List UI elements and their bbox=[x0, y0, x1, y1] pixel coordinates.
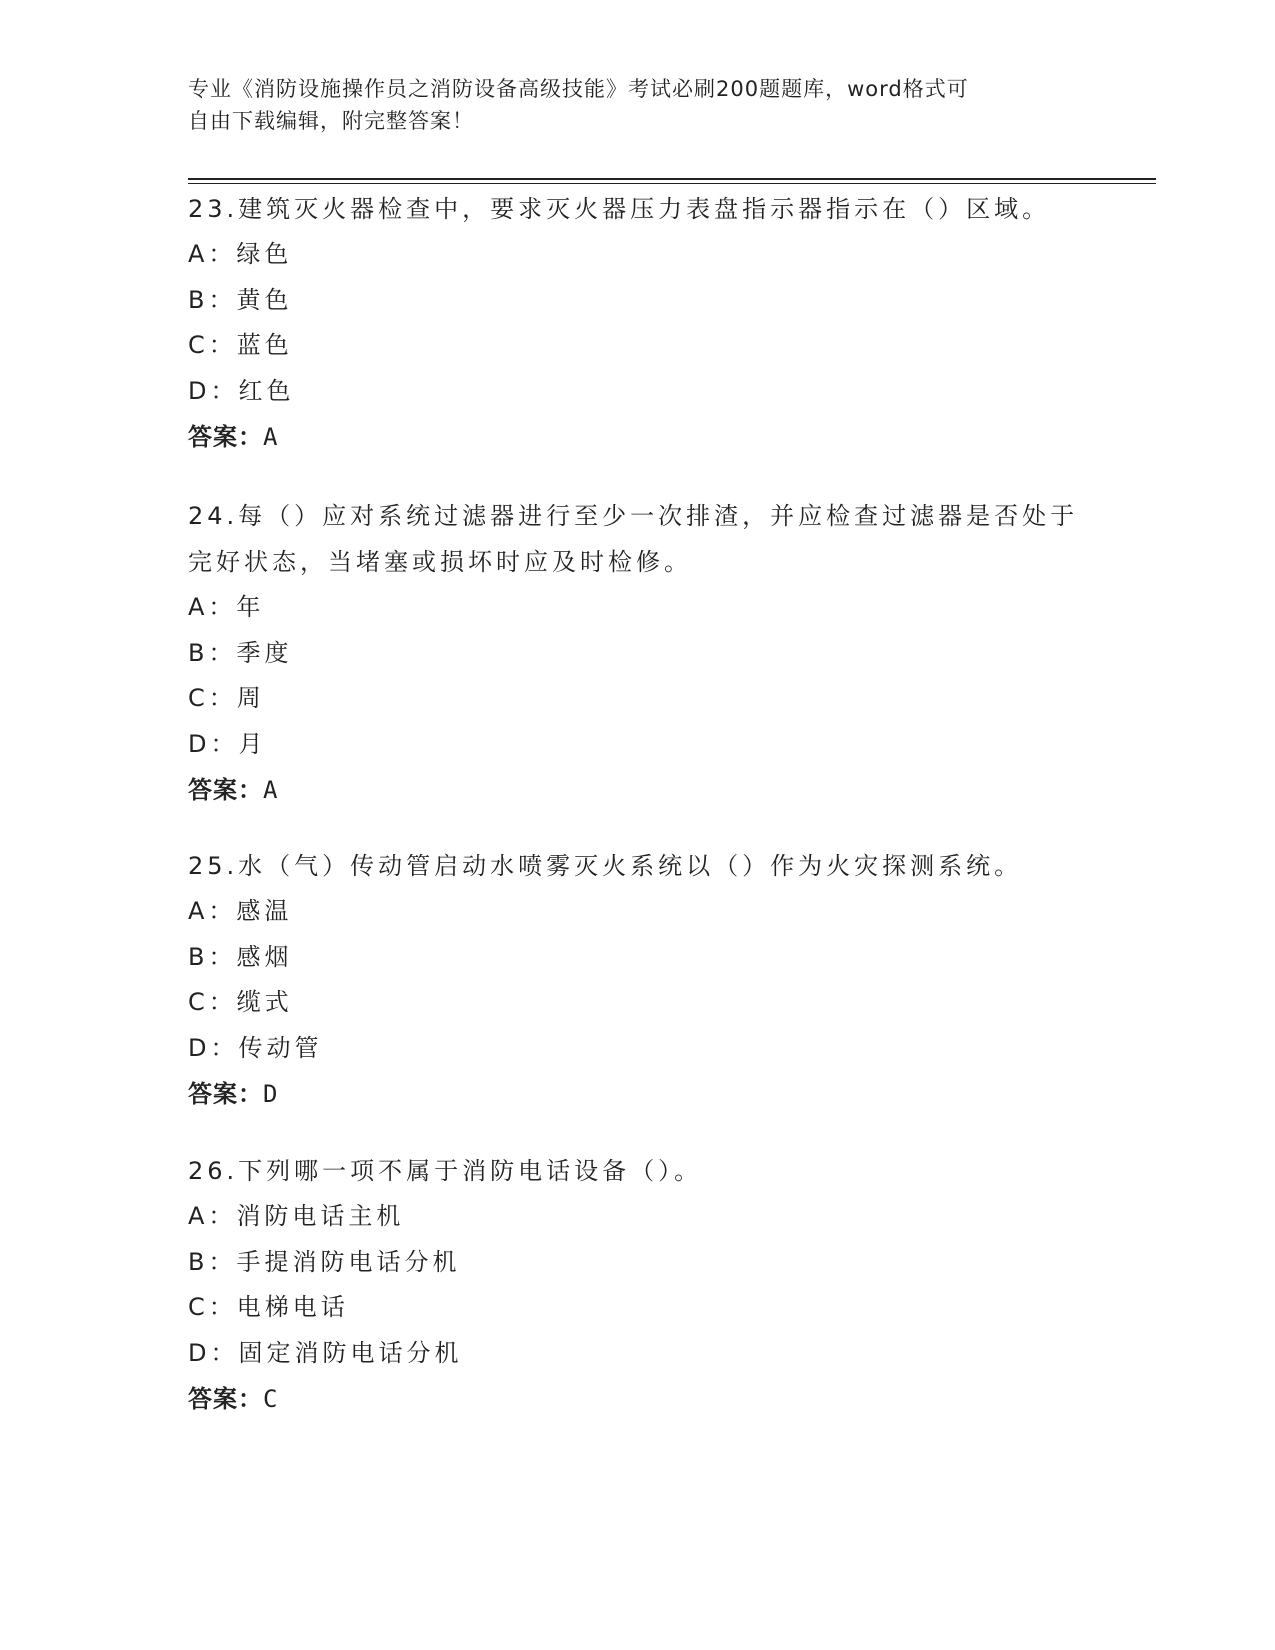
option-b: B：季度 bbox=[188, 638, 293, 667]
option-c: C：缆式 bbox=[188, 988, 293, 1017]
answer-value: C bbox=[263, 1385, 279, 1414]
option-d: D：固定消防电话分机 bbox=[188, 1338, 463, 1367]
option-a: A：感温 bbox=[188, 897, 293, 925]
question-24 bbox=[188, 493, 1088, 813]
header-divider-thin bbox=[188, 183, 1156, 184]
option-b: B：黄色 bbox=[188, 285, 293, 314]
question-25 bbox=[188, 843, 1088, 1117]
answer-label: 答案： bbox=[188, 1080, 263, 1109]
question-23 bbox=[188, 186, 1088, 460]
answer-value: D bbox=[263, 1080, 279, 1109]
question-stem: 23.建筑灭火器检查中，要求灭火器压力表盘指示器指示在（）区域。 bbox=[188, 195, 1051, 223]
option-a: A：年 bbox=[188, 593, 265, 621]
answer-line bbox=[188, 1376, 1088, 1422]
option-d: D：传动管 bbox=[188, 1033, 323, 1062]
header-line-1: 专业《消防设施操作员之消防设备高级技能》考试必刷200题题库，word格式可 bbox=[188, 77, 969, 101]
option-a: A：绿色 bbox=[188, 240, 293, 268]
option-a: A：消防电话主机 bbox=[188, 1202, 405, 1230]
answer-label: 答案： bbox=[188, 1385, 263, 1414]
answer-label: 答案： bbox=[188, 776, 263, 805]
option-b: B：手提消防电话分机 bbox=[188, 1247, 461, 1276]
option-c: C：电梯电话 bbox=[188, 1293, 349, 1322]
option-c: C：周 bbox=[188, 684, 265, 713]
question-stem: 25.水（气）传动管启动水喷雾灭火系统以（）作为火灾探测系统。 bbox=[188, 852, 1023, 880]
question-stem: 26.下列哪一项不属于消防电话设备（）。 bbox=[188, 1157, 703, 1185]
option-b: B：感烟 bbox=[188, 942, 293, 971]
answer-line bbox=[188, 1071, 1088, 1117]
option-d: D：月 bbox=[188, 729, 267, 758]
document-header bbox=[188, 73, 1068, 137]
answer-line bbox=[188, 767, 1088, 813]
header-line-2: 自由下载编辑，附完整答案！ bbox=[188, 109, 474, 133]
answer-value: A bbox=[263, 776, 279, 805]
question-stem: 24.每（）应对系统过滤器进行至少一次排渣，并应检查过滤器是否处于完好状态，当堵塞或损坏时应及时检修。 bbox=[188, 502, 1079, 576]
answer-line bbox=[188, 414, 1088, 460]
question-26 bbox=[188, 1148, 1088, 1422]
answer-label: 答案： bbox=[188, 423, 263, 452]
option-d: D：红色 bbox=[188, 376, 295, 405]
option-c: C：蓝色 bbox=[188, 331, 293, 360]
answer-value: A bbox=[263, 423, 279, 452]
header-divider-thick bbox=[188, 178, 1156, 180]
